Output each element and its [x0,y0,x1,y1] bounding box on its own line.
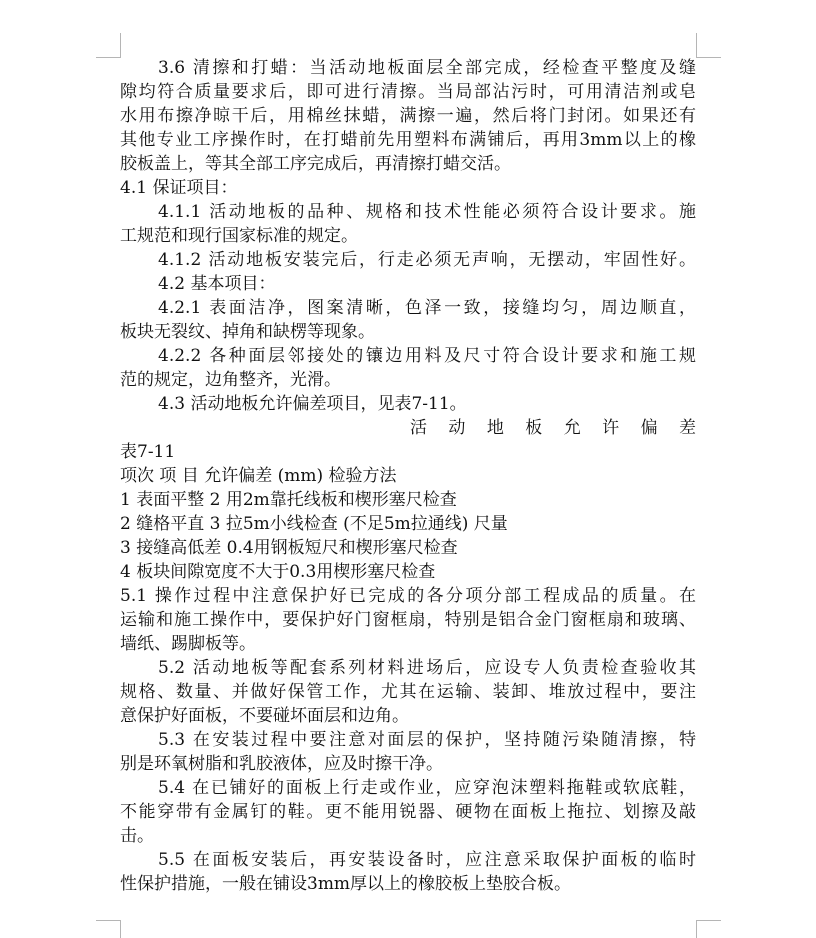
text-line: 性保护措施，一般在铺设3mm厚以上的橡胶板上垫胶合板。 [120,874,572,894]
text-line: 隙均符合质量要求后，即可进行清擦。当局部沾污时，可用清洁剂或皂 [120,82,696,102]
table-title: 活动地板允许偏差 [410,418,696,438]
text-line: 不能穿带有金属钉的鞋。更不能用锐器、硬物在面板上拖拉、划擦及敲 [120,802,696,822]
text-line: 5.4 在已铺好的面板上行走或作业，应穿泡沫塑料拖鞋或软底鞋， [158,778,696,798]
text-line: 4.3 活动地板允许偏差项目，见表7-11。 [158,394,467,414]
text-line: 3.6 清擦和打蜡：当活动地板面层全部完成，经检查平整度及缝 [158,58,696,78]
text-line: 别是环氧树脂和乳胶液体，应及时擦干净。 [120,754,443,774]
table-row: 1 表面平整 2 用2m靠托线板和楔形塞尺检查 [120,490,457,510]
text-line: 工规范和现行国家标准的规定。 [120,226,358,246]
text-line: 意保护好面板，不要碰坏面层和边角。 [120,706,409,726]
text-line: 胶板盖上，等其全部工序完成后，再清擦打蜡交活。 [120,154,511,174]
section-heading: 4.1 保证项目： [120,178,238,198]
text-line: 4.1.1 活动地板的品种、规格和技术性能必须符合设计要求。施 [158,202,696,222]
table-header-row: 项次 项 目 允许偏差 (mm) 检验方法 [120,466,397,486]
table-row: 3 接缝高低差 0.4用钢板短尺和楔形塞尺检查 [120,538,458,558]
section-heading: 4.2 基本项目： [158,274,276,294]
crop-mark-bottom-right [696,920,721,938]
text-line: 板块无裂纹、掉角和缺楞等现象。 [120,322,375,342]
text-line: 击。 [120,826,154,846]
text-line: 规格、数量、并做好保管工作，尤其在运输、装卸、堆放过程中，要注 [120,682,696,702]
table-number: 表7-11 [120,442,176,462]
text-line: 4.2.1 表面洁净，图案清晰，色泽一致，接缝均匀，周边顺直， [158,298,696,318]
crop-mark-top-right [696,33,721,58]
crop-mark-top-left [96,33,121,58]
text-line: 墙纸、踢脚板等。 [120,634,256,654]
table-row: 4 板块间隙宽度不大于0.3用楔形塞尺检查 [120,562,436,582]
text-line: 其他专业工序操作时，在打蜡前先用塑料布满铺后，再用3mm以上的橡 [120,130,696,150]
text-line: 5.3 在安装过程中要注意对面层的保护，坚持随污染随清擦，特 [158,730,696,750]
text-line: 4.2.2 各种面层邻接处的镶边用料及尺寸符合设计要求和施工规 [158,346,696,366]
table-row: 2 缝格平直 3 拉5m小线检查 (不足5m拉通线) 尺量 [120,514,508,534]
text-line: 范的规定，边角整齐，光滑。 [120,370,341,390]
document-body [120,56,696,896]
text-line: 运输和施工操作中，要保护好门窗框扇，特别是铝合金门窗框扇和玻璃、 [120,610,696,630]
crop-mark-bottom-left [96,920,121,938]
text-line: 4.1.2 活动地板安装完后，行走必须无声响，无摆动，牢固性好。 [158,250,696,270]
text-line: 5.1 操作过程中注意保护好已完成的各分项分部工程成品的质量。在 [120,586,696,606]
text-line: 水用布擦净晾干后，用棉丝抹蜡，满擦一遍，然后将门封闭。如果还有 [120,106,696,126]
text-line: 5.5 在面板安装后，再安装设备时，应注意采取保护面板的临时 [158,850,696,870]
text-line: 5.2 活动地板等配套系列材料进场后，应设专人负责检查验收其 [158,658,696,678]
